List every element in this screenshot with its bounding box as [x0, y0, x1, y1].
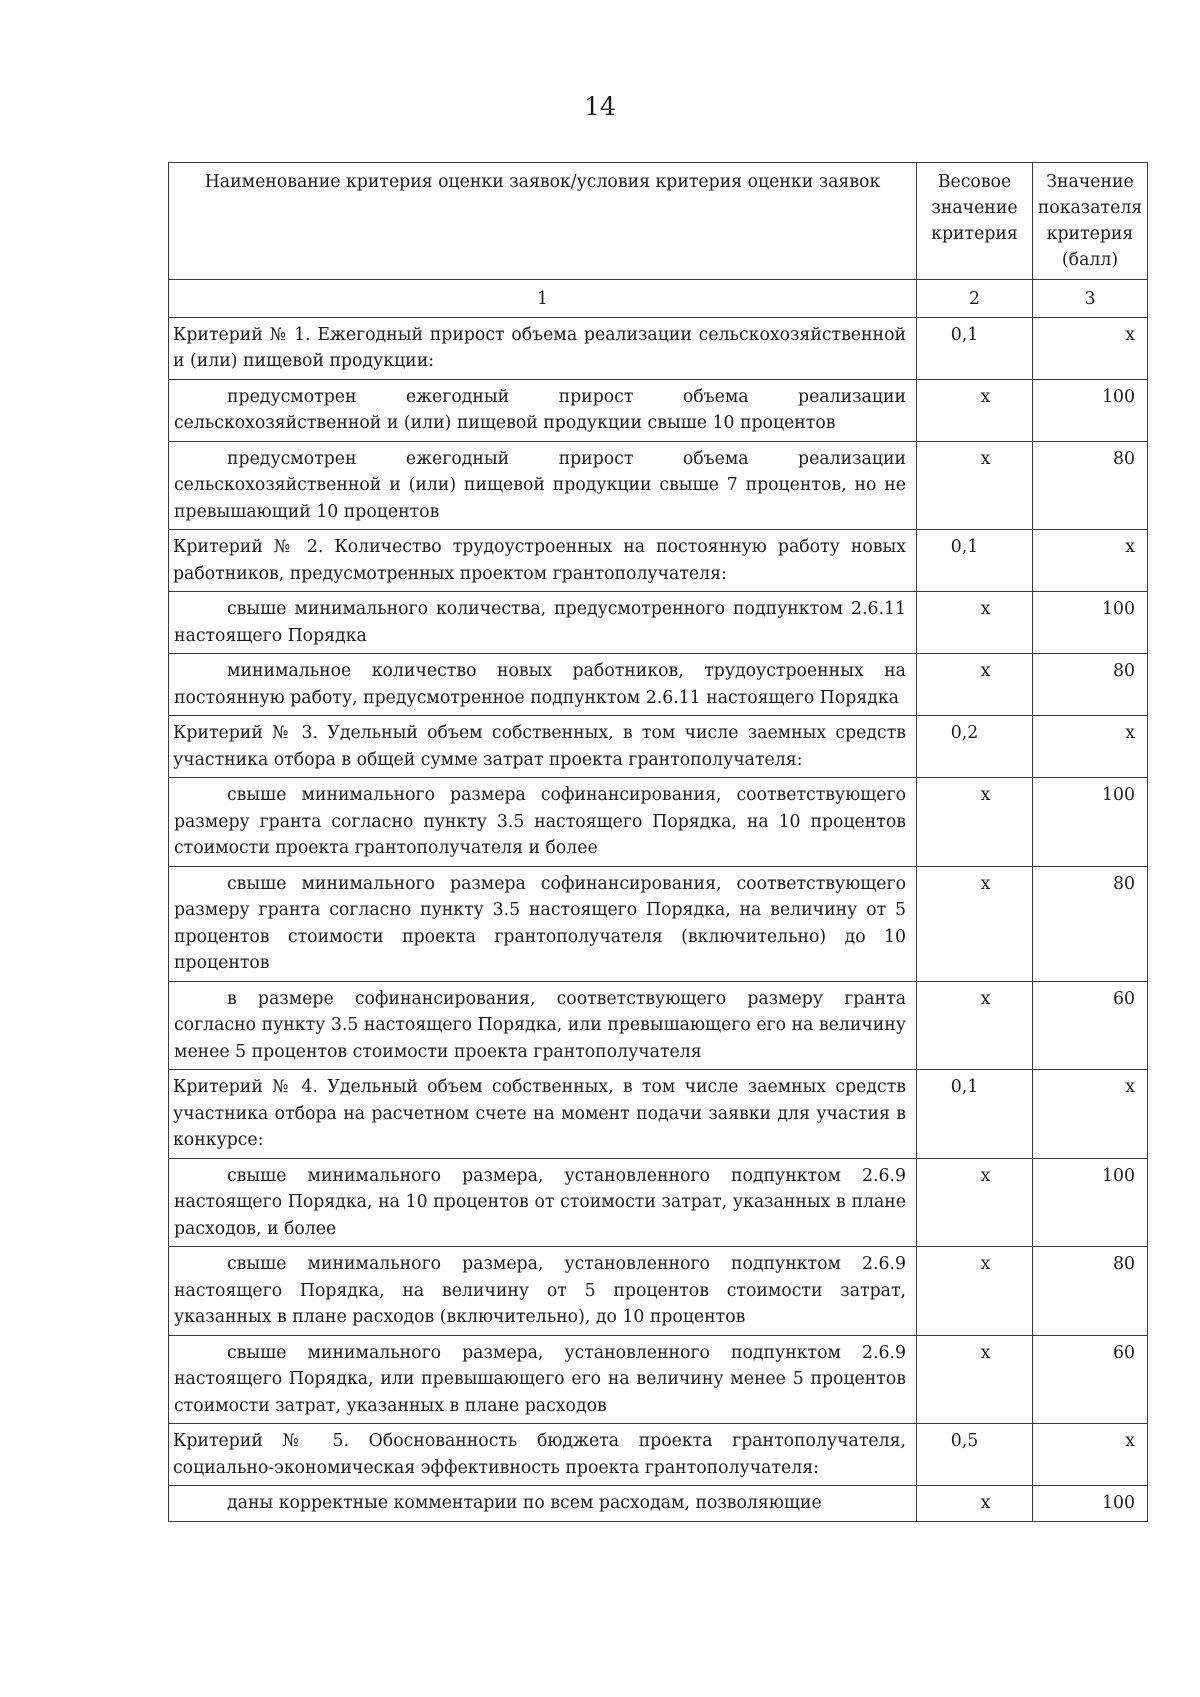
weight-value: х: [917, 778, 1033, 867]
condition-row: [169, 1247, 1148, 1336]
weight-value: х: [917, 441, 1033, 530]
condition-text: свыше минимального размера, установленного подпунктом 2.6.9 настоящего Порядка, на 10 процентов от стоимости затрат, указанных в плане расходов, и более: [169, 1158, 917, 1247]
score-value: 100: [1033, 379, 1148, 441]
condition-row: [169, 778, 1148, 867]
criterion-name: Критерий № 5. Обоснованность бюджета проекта грантополучателя, социально-экономическая эффективность проекта грантополучателя:: [169, 1424, 917, 1486]
condition-row: [169, 1335, 1148, 1424]
weight-value: 0,5: [917, 1424, 1033, 1486]
page-number: 14: [584, 92, 616, 121]
criterion-row: [169, 1424, 1148, 1486]
condition-text: свыше минимального размера софинансирования, соответствующего размеру гранта согласно пункту 3.5 настоящего Порядка, на величину от 5 процентов стоимости проекта грантополучателя (включительно) до 10 процентов: [169, 866, 917, 981]
condition-text: предусмотрен ежегодный прирост объема реализации сельскохозяйственной и (или) пищевой продукции свыше 10 процентов: [169, 379, 917, 441]
condition-row: [169, 981, 1148, 1070]
score-value: 100: [1033, 1158, 1148, 1247]
condition-text: свыше минимального количества, предусмотренного подпунктом 2.6.11 настоящего Порядка: [169, 592, 917, 654]
criterion-name: Критерий № 4. Удельный объем собственных, в том числе заемных средств участника отбора на расчетном счете на момент подачи заявки для участия в конкурсе:: [169, 1070, 917, 1159]
score-value: 80: [1033, 866, 1148, 981]
score-value: х: [1033, 716, 1148, 778]
column-number-2: 2: [917, 280, 1033, 318]
score-value: 80: [1033, 441, 1148, 530]
weight-value: х: [917, 1247, 1033, 1336]
condition-row: [169, 379, 1148, 441]
score-value: 100: [1033, 592, 1148, 654]
weight-value: х: [917, 1486, 1033, 1522]
score-value: 100: [1033, 1486, 1148, 1522]
condition-text: даны корректные комментарии по всем расходам, позволяющие: [169, 1486, 917, 1522]
condition-row: [169, 654, 1148, 716]
criterion-name: Критерий № 3. Удельный объем собственных, в том числе заемных средств участника отбора в общей сумме затрат проекта грантополучателя:: [169, 716, 917, 778]
weight-value: х: [917, 1158, 1033, 1247]
score-value: 80: [1033, 654, 1148, 716]
column-number-1: 1: [169, 280, 917, 318]
weight-value: 0,1: [917, 317, 1033, 379]
condition-text: свыше минимального размера, установленного подпунктом 2.6.9 настоящего Порядка, или превышающего его на величину менее 5 процентов стоимости затрат, указанных в плане расходов: [169, 1335, 917, 1424]
score-value: х: [1033, 530, 1148, 592]
score-value: 100: [1033, 778, 1148, 867]
score-value: х: [1033, 317, 1148, 379]
column-number-3: 3: [1033, 280, 1148, 318]
weight-value: х: [917, 1335, 1033, 1424]
weight-value: 0,1: [917, 1070, 1033, 1159]
criterion-row: [169, 716, 1148, 778]
weight-value: х: [917, 379, 1033, 441]
header-score: Значение показателя критерия (балл): [1033, 163, 1148, 280]
condition-row: [169, 1486, 1148, 1522]
score-value: 80: [1033, 1247, 1148, 1336]
header-criterion-name: Наименование критерия оценки заявок/условия критерия оценки заявок: [169, 163, 917, 280]
score-value: 60: [1033, 1335, 1148, 1424]
table-header-row: [169, 163, 1148, 280]
condition-text: предусмотрен ежегодный прирост объема реализации сельскохозяйственной и (или) пищевой продукции свыше 7 процентов, но не превышающий 10 процентов: [169, 441, 917, 530]
column-number-row: [169, 280, 1148, 318]
criterion-row: [169, 317, 1148, 379]
condition-row: [169, 866, 1148, 981]
weight-value: х: [917, 981, 1033, 1070]
criteria-table: [168, 162, 1148, 1522]
condition-text: свыше минимального размера софинансирования, соответствующего размеру гранта согласно пункту 3.5 настоящего Порядка, на 10 процентов стоимости проекта грантополучателя и более: [169, 778, 917, 867]
score-value: х: [1033, 1070, 1148, 1159]
condition-text: минимальное количество новых работников, трудоустроенных на постоянную работу, предусмотренное подпунктом 2.6.11 настоящего Порядка: [169, 654, 917, 716]
criterion-name: Критерий № 1. Ежегодный прирост объема реализации сельскохозяйственной и (или) пищевой продукции:: [169, 317, 917, 379]
score-value: 60: [1033, 981, 1148, 1070]
weight-value: х: [917, 866, 1033, 981]
condition-row: [169, 1158, 1148, 1247]
weight-value: х: [917, 654, 1033, 716]
condition-text: свыше минимального размера, установленного подпунктом 2.6.9 настоящего Порядка, на величину от 5 процентов стоимости затрат, указанных в плане расходов (включительно), до 10 процентов: [169, 1247, 917, 1336]
condition-text: в размере софинансирования, соответствующего размеру гранта согласно пункту 3.5 настоящего Порядка, или превышающего его на величину менее 5 процентов стоимости проекта грантополучателя: [169, 981, 917, 1070]
condition-row: [169, 592, 1148, 654]
weight-value: х: [917, 592, 1033, 654]
weight-value: 0,2: [917, 716, 1033, 778]
criterion-row: [169, 1070, 1148, 1159]
criterion-row: [169, 530, 1148, 592]
header-weight: Весовое значение критерия: [917, 163, 1033, 280]
criterion-name: Критерий № 2. Количество трудоустроенных на постоянную работу новых работников, предусмотренных проектом грантополучателя:: [169, 530, 917, 592]
score-value: х: [1033, 1424, 1148, 1486]
condition-row: [169, 441, 1148, 530]
weight-value: 0,1: [917, 530, 1033, 592]
